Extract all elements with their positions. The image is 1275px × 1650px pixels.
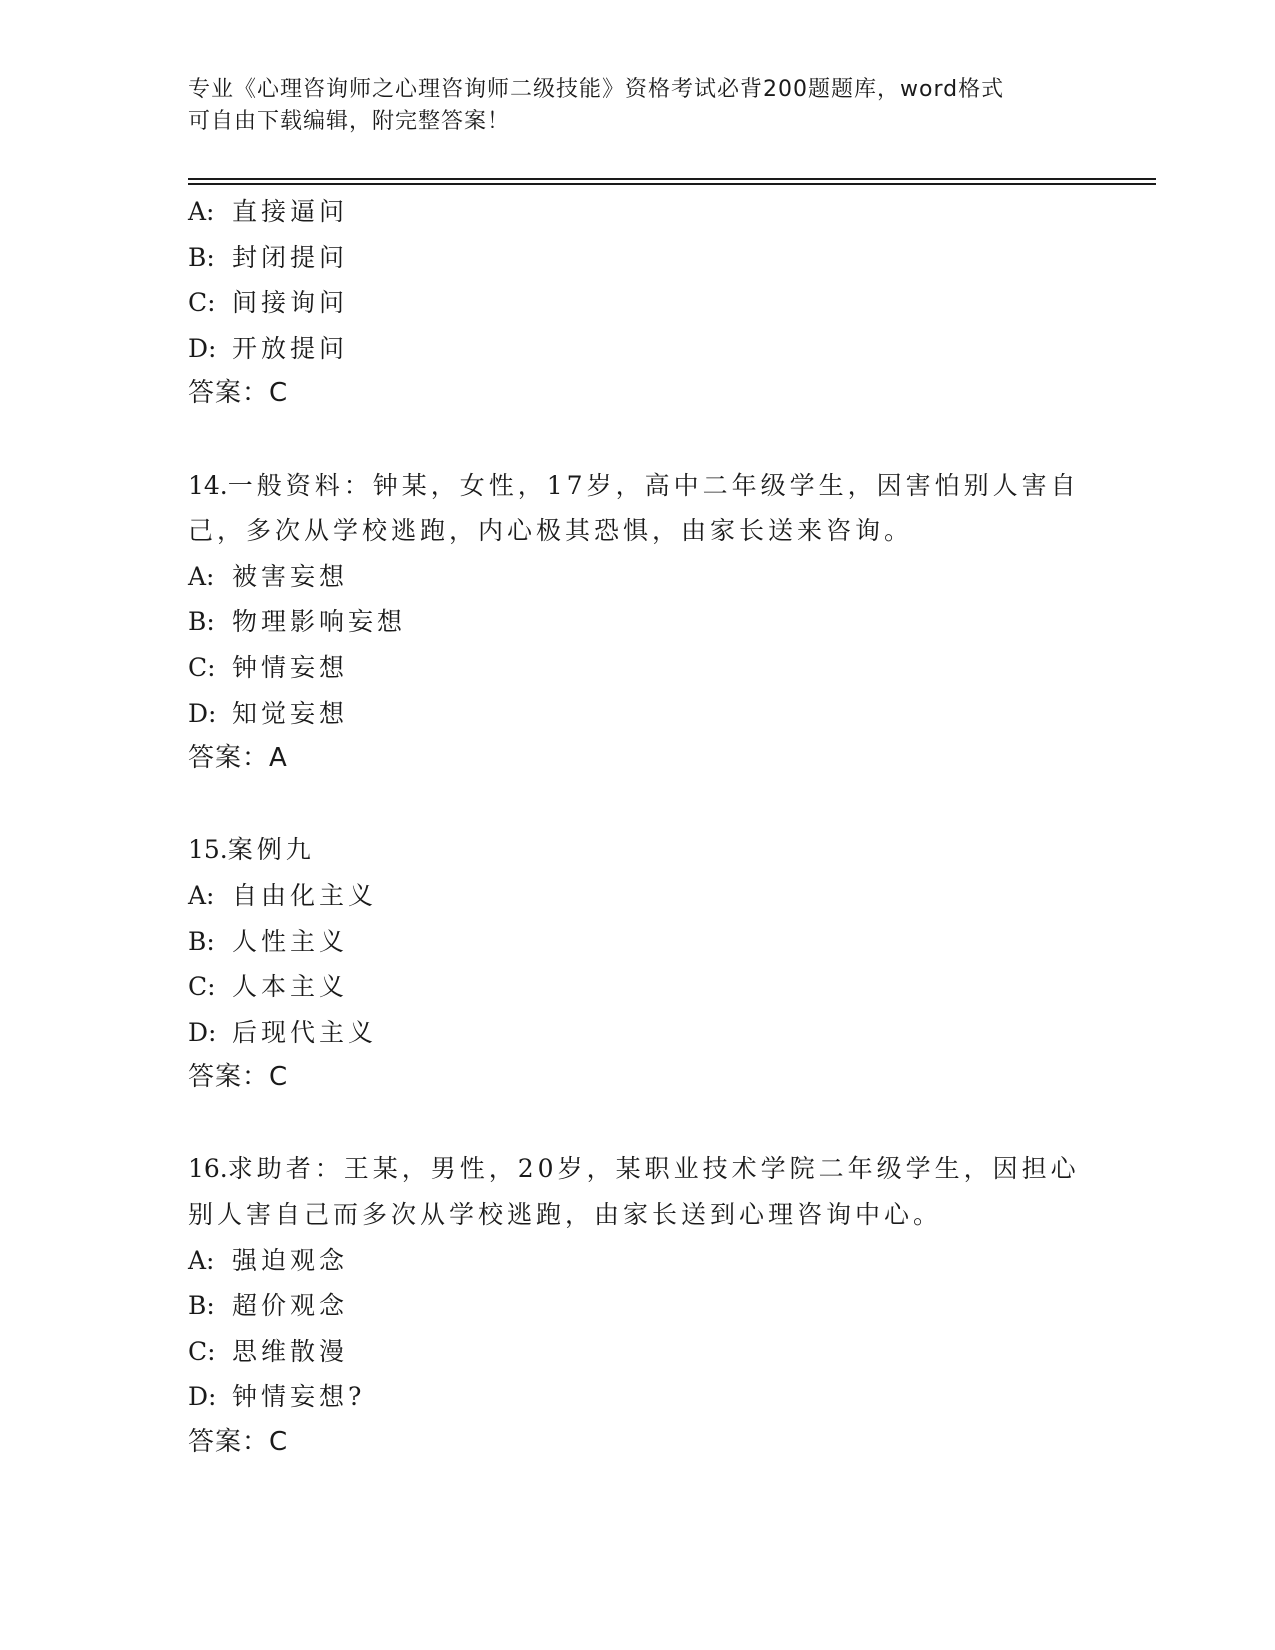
spacer	[188, 417, 1088, 463]
option-b: B: 封闭提问	[188, 242, 349, 272]
question-15-block	[188, 827, 1088, 1101]
option-a: A: 被害妄想	[188, 561, 349, 591]
option-c: C: 人本主义	[188, 972, 349, 1002]
header-divider-top	[188, 178, 1156, 180]
option-c: C: 间接询问	[188, 288, 349, 318]
option-d: D: 知觉妄想	[188, 698, 349, 728]
answer-line: 答案：C	[188, 1062, 289, 1093]
option-d: D: 后现代主义	[188, 1017, 378, 1047]
option-b: B: 物理影响妄想	[188, 607, 407, 637]
answer-line: 答案：C	[188, 378, 289, 409]
option-d: D: 钟情妄想?	[188, 1382, 366, 1412]
answer-line: 答案：A	[188, 743, 288, 774]
option-a: A: 直接逼问	[188, 197, 349, 226]
question-text: 16.求助者：王某，男性，20岁，某职业技术学院二年级学生，因担心	[188, 1154, 1080, 1184]
spacer	[188, 782, 1088, 828]
header-line-2: 可自由下载编辑，附完整答案！	[188, 109, 511, 134]
spacer	[188, 1101, 1088, 1147]
option-c: C: 钟情妄想	[188, 652, 349, 682]
option-b: B: 超价观念	[188, 1291, 349, 1321]
question-text: 14.一般资料：钟某，女性，17岁，高中二年级学生，因害怕别人害自	[188, 470, 1080, 500]
option-a: A: 自由化主义	[188, 880, 378, 910]
question-text: 15.案例九	[188, 835, 315, 865]
question-text-continued: 己，多次从学校逃跑，内心极其恐惧，由家长送来咨询。	[188, 516, 914, 546]
header-line-1: 专业《心理咨询师之心理咨询师二级技能》资格考试必背200题题库，word格式	[188, 77, 1005, 102]
question-16-block	[188, 1146, 1088, 1465]
document-header	[188, 74, 1088, 138]
option-a: A: 强迫观念	[188, 1245, 349, 1275]
question-14-block	[188, 463, 1088, 782]
question-text-continued: 别人害自己而多次从学校逃跑，由家长送到心理咨询中心。	[188, 1200, 943, 1230]
header-divider-bottom	[188, 183, 1156, 185]
option-b: B: 人性主义	[188, 926, 349, 956]
option-c: C: 思维散漫	[188, 1336, 349, 1366]
question-list	[188, 189, 1088, 1466]
question-13-block	[188, 189, 1088, 417]
option-d: D: 开放提问	[188, 333, 349, 363]
answer-line: 答案：C	[188, 1427, 289, 1458]
